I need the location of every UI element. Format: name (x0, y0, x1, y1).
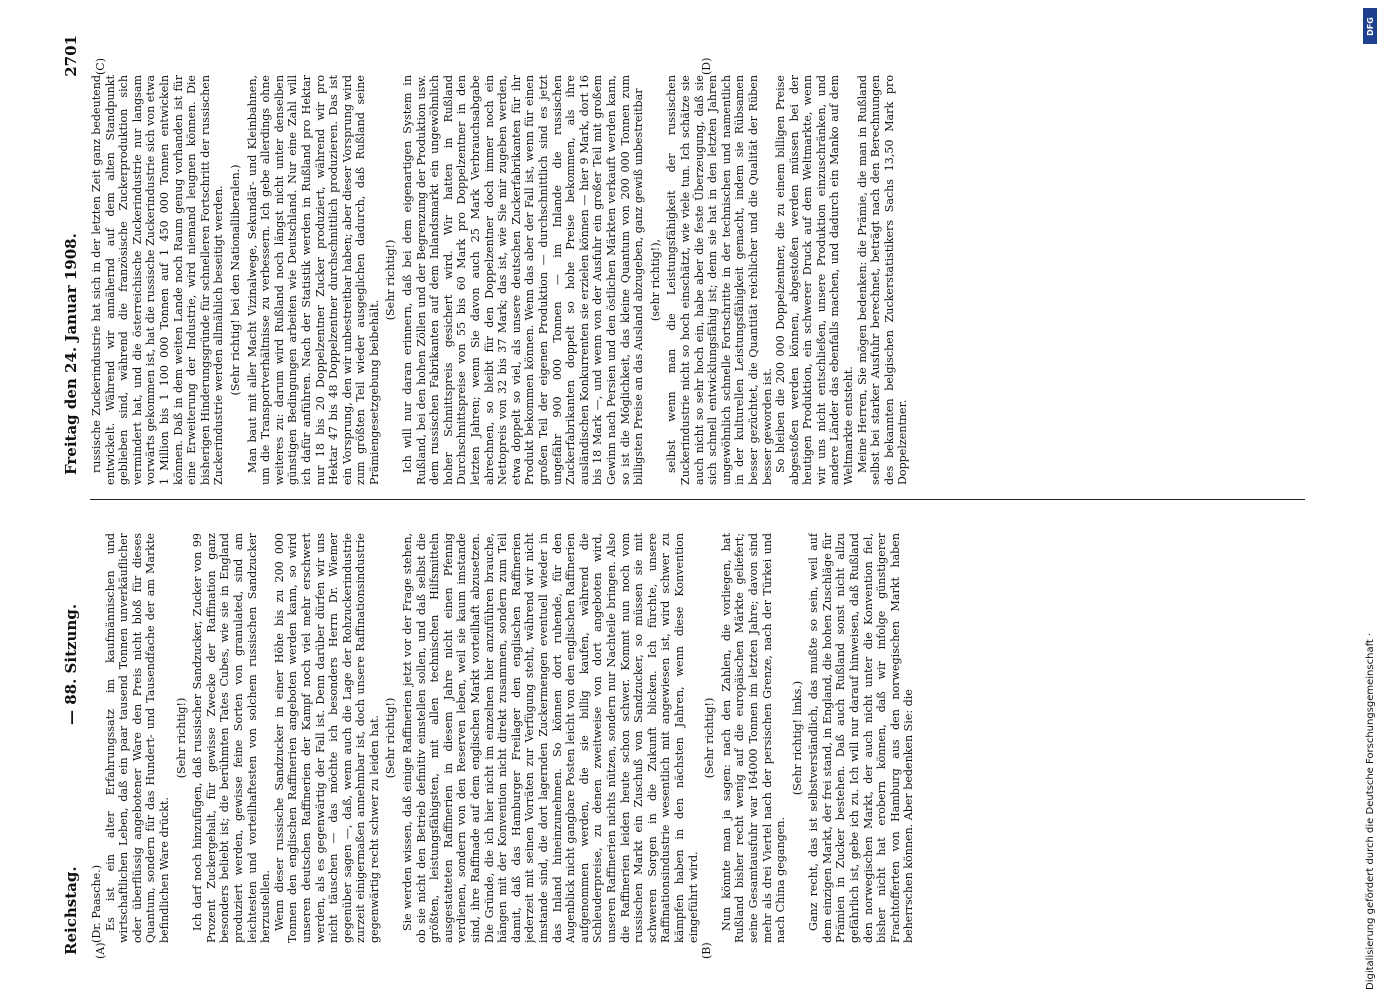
interjection: (Sehr richtig!) (384, 239, 398, 321)
page-number: 2701 (62, 35, 80, 77)
header-date: Freitag den 24. Januar 1908. (62, 233, 80, 475)
header-title: Reichstag. (62, 866, 80, 955)
margin-marker-d: (D) (700, 57, 713, 75)
paragraph: Es ist ein alter Erfahrungssatz im kaufmännischen und wirtschaftlichen Leben, daß ein paar tausend Tonnen unverkäuflicher oder überflüssig angebotener Ware den Preis nicht bloß für dieses Quantum, sondern für das Hundert- und Tausendfache der am Markte befindlichen Ware drückt. (103, 533, 171, 943)
credit-text: Digitalisierung gefördert durch die Deutsche Forschungsgemeinschaft · (1365, 632, 1376, 990)
interjection: (Sehr richtig!) (703, 697, 717, 779)
paragraph: selbst wenn man die Leistungsfähigkeit der russischen Zuckerindustrie nicht so hoch einschätzt, wie viele tun. Ich schätze sie auch nicht so sehr hoch ein, habe aber die feste Überzeugung, daß sie sich schnell entwicklungsfähig ist; denn sie hat in den letzten Jahren ungewöhnlich schnelle Fortschritte in der technischen und namentlich in der kulturellen Leistungsfähigkeit gemacht, indem sie Rübsamen besser gezüchtet, die Quantität reichlicher und die Qualität der Rüben besser geworden ist. (665, 75, 774, 485)
interjection: (sehr richtig!), (648, 238, 662, 322)
page-header (60, 35, 84, 955)
speaker-label: (Dr. Paasche.) (90, 864, 103, 943)
margin-marker-b: (B) (700, 942, 713, 959)
dfg-logo: DFG (1363, 8, 1377, 44)
interjection: (Sehr richtig!) (384, 697, 398, 779)
left-column (90, 533, 1305, 943)
paragraph: Wenn dieser russische Sandzucker in einer Höhe bis zu 200 000 Tonnen den englischen Raffinerien angeboten werden kann, so wird unseren deutschen Raffinerien der Kampf noch viel mehr erschwert werden, als es gegenwärtig der Fall ist. Denn darüber dürfen wir uns nicht täuschen — das möchte ich besonders Herrn Dr. Wiemer gegenüber sagen —, daß, wenn auch die Lage der Rohzuckerindustrie zurzeit einigermaßen annehmbar ist, doch unsere Raffinationsindustrie gegenwärtig recht schwer zu leiden hat. (272, 533, 381, 943)
interjection: (Sehr richtig!) (174, 697, 188, 779)
paragraph: russische Zuckerindustrie hat sich in der letzten Zeit ganz bedeutend entwickelt. Während wir annähernd auf dem alten Standpunkt geblieben sind, während die französische Zuckerproduktion sich vermindert hat, und die österreichische Zuckerindustrie nur langsam vorwärts gekommen ist, hat die russische Zuckerindustrie sich von etwa 1 Million bis 1 100 000 Tonnen auf 1 450 000 Tonnen entwickeln können. Daß in dem weiten Lande noch Raum genug vorhanden ist für eine Erweiterung der Industrie, wird niemand leugnen können. Die bisherigen Hinderungsgründe für schnelleren Fortschritt der russischen Zuckerindustrie werden allmählich beseitigt werden. (90, 75, 226, 485)
right-paragraphs (90, 75, 910, 485)
margin-marker-a: (A) (94, 942, 107, 959)
paragraph: So bleiben die 200 000 Doppelzentner, die zu einem billigen Preise abgestoßen werden können, abgestoßen werden müssen bei der heutigen Produktion, ein schwerer Druck auf dem Weltmarkte, wenn wir uns nicht entschließen, unsere Produktion einzuschränken, und andere Länder das ebenfalls machen, und dadurch ein Manko auf dem Weltmarkte entsteht. (774, 75, 856, 485)
header-session: — 88. Sitzung. (62, 603, 80, 725)
left-paragraphs (104, 533, 916, 943)
margin-marker-c: (C) (94, 58, 107, 75)
column-divider (90, 499, 1305, 500)
interjection: (Sehr richtig! bei den Nationalliberalen.) (228, 164, 242, 396)
rotated-page (60, 35, 1315, 959)
paragraph: Man baut mit aller Macht Vizinalwege, Sekundär- und Kleinbahnen, um die Transportverhältnisse zu verbessern. Ich gebe allerdings ohne weiteres zu: darum wird Rußland noch längst nicht unter denselben günstigen Bedingungen arbeiten wie Deutschland. Nur eine Zahl will ich dafür anführen. Nach der Statistik werden in Rußland pro Hektar nur 18 bis 20 Doppelzentner Zucker produziert, während wir pro Hektar 47 bis 48 Doppelzentner durchschnittlich produzieren. Das ist ein Vorsprung, den wir unbestreitbar haben; aber dieser Vorsprung wird zum größten Teil wieder ausgeglichen dadurch, daß Rußland seine Prämiengesetzgebung beibehält. (245, 75, 381, 485)
paragraph: Ganz recht, das ist selbstverständlich, das mußte so sein, weil auf dem einzigen Markt, der frei stand, in England, die hohen Zuschläge für Prämien in Zucker bestehen. Daß auch Rußland sonst nicht allzu gefährlich ist, gebe ich zu. Ich will nur darauf hinweisen, daß Rußland den norwegischen Markt, der auch nicht unter die Konvention fiel, bisher nicht hat erobern können, daß wir infolge günstigerer Frachtofferten von Hamburg aus den norwegischen Markt haben beherrschen können. Aber bedenken Sie: die (807, 533, 916, 943)
paragraph: Ich darf noch hinzufügen, daß russischer Sandzucker, Zucker von 99 Prozent Zuckergehalt, für gewisse Zwecke der Raffination ganz besonders beliebt ist; die berühmten Tates Cubes, wie sie in England produziert werden, gewisse feine Sorten von granulated, sind am leichtesten und vorteilhaftesten von solchem russischen Sandzucker herzustellen. (191, 533, 273, 943)
paragraph: Meine Herren, Sie mögen bedenken: die Prämie, die man in Rußland selbst bei starker Ausfuhr berechnet, beträgt nach den Berechnungen des bekannten belgischen Zuckerstatistikers Sachs 13,50 Mark pro Doppelzentner. (855, 75, 910, 485)
credit-strip (1365, 40, 1379, 990)
paragraph: Ich will nur daran erinnern, daß bei dem eigenartigen System in Rußland, bei den hohen Zöllen und der Begrenzung der Produktion usw. dem russischen Fabrikanten auf dem Inlandsmarkt ein ungewöhnlich hoher Schnittspreis gesichert wird. Wir hatten in Rußland Durchschnittspreise von 55 bis 60 Mark pro Doppelzentner in den letzten Jahren; wenn Sie davon auch 25 Mark Verbrauchsabgabe abrechnen, so bleibt für den Doppelzentner doch immer noch ein Nettopreis von 32 bis 37 Mark; das ist, wie Sie mir zugeben werden, etwa doppelt so viel, als unsere deutschen Zuckerfabrikanten für ihr Produkt bekommen können. Wenn das aber der Fall ist, wenn für einen großen Teil der eigenen Produktion — durchschnittlich sind es jetzt ungefähr 900 000 Tonnen — im Inlande die russischen Zuckerfabrikanten doppelt so hohe Preise bekommen, als ihre ausländischen Konkurrenten sie erzielen können — hier 9 Mark, dort 16 bis 18 Mark —, und wenn von der Ausfuhr ein großer Teil mit großem Gewinn nach Persien und den östlichen Märkten verkauft werden kann, so ist die Möglichkeit, das kleine Quantum von 200 000 Tonnen zum billigsten Preise an das Ausland abzugeben, ganz gewiß unbestreitbar (401, 75, 646, 485)
paragraph: Sie werden wissen, daß einige Raffinerien jetzt vor der Frage stehen, ob sie nicht den Betrieb definitiv einstellen sollen, und daß selbst die größten, leistungsfähigsten, mit allen technischen Hilfsmitteln ausgestatteten Raffinerien in diesem Jahre nicht einen Pfennig verdienen, sondern von den Reserven leben, weil sie kaum imstande sind, ihre Raffinade auf dem englischen Markt vorteilhaft abzusetzen. Die Gründe, die ich hier nicht im einzelnen hier anzuführen brauche, hängen mit der Konvention nicht direkt zusammen, sondern zum Teil damit, daß das Hamburger Freilager den englischen Raffinerien jederzeit mit seinen Vorräten zur Verfügung steht, während wir nicht imstande sind, die dort lagernden Zuckermengen eventuell wieder in das Inland hineinzunehmen. So können dort ruhende, für den Augenblick nicht gangbare Posten leicht von den englischen Raffinerien aufgenommen werden, die sie billig kaufen, während die Schleuderpreise, zu denen zweitweise von dort angeboten wird, unseren Raffinerien nichts nützen, sondern nur Nachteile bringen. Also die Raffinerien leiden heute schon schwer. Kommt nun noch vom russischen Markt ein Zuschuß von Sandzucker, so müssen sie mit schweren Sorgen in die Zukunft blicken. Ich fürchte, unsere Raffinationsindustrie wesentlich mit angewiesen ist, wird schwer zu kämpfen haben in den nächsten Jahren, wenn diese Konvention eingeführt wird. (401, 533, 700, 943)
paragraph: Nun könnte man ja sagen: nach den Zahlen, die vorliegen, hat Rußland bisher recht wenig auf die europäischen Märkte geliefert; seine Gesamtausfuhr war 164000 Tonnen im letzten Jahre; davon sind mehr als drei Viertel nach der persischen Grenze, nach der Türkei und nach China gegangen. (719, 533, 788, 943)
interjection: (Sehr richtig! links.) (790, 680, 804, 796)
right-column (90, 75, 1305, 485)
